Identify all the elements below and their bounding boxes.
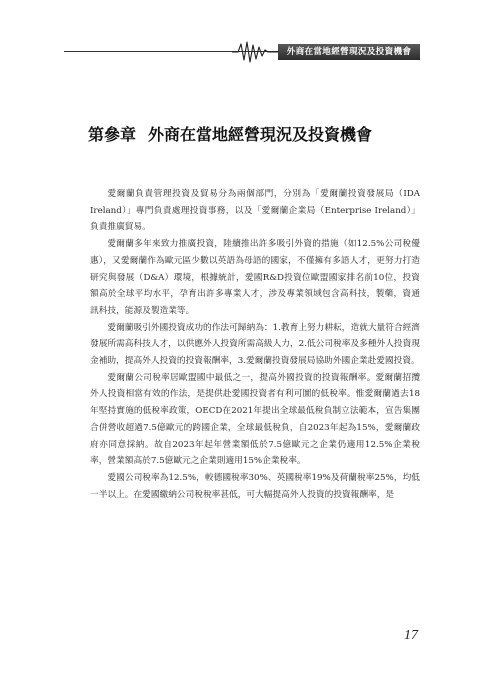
chapter-heading (88, 122, 418, 148)
heartbeat-wave-icon (232, 40, 278, 64)
chapter-number: 第參章 (88, 125, 137, 144)
paragraph: 愛爾蘭負責管理投資及貿易分為兩個部門，分別為「愛爾蘭投資發展局（IDA Ireland）」專門負責處理投資事務，以及「愛爾蘭企業局（Enterprise Ireland）」負責推廣貿易。 (90, 189, 420, 233)
running-header-title: 外商在當地經營現況及投資機會 (278, 44, 420, 60)
page-number: 17 (404, 628, 418, 643)
chapter-title: 外商在當地經營現況及投資機會 (148, 125, 373, 144)
running-header (64, 40, 420, 64)
body-text (90, 186, 420, 503)
paragraph: 愛爾蘭吸引外國投資成功的作法可歸納為：1.教育上努力耕耘，造就大量符合經濟發展所需高科技人才，以供應外人投資所需高級人力，2.低公司稅率及多種外人投資現金補助，提高外人投資的投資報酬率，3.愛爾蘭投資發展局協助外國企業赴愛國投資。 (90, 322, 420, 367)
paragraph: 愛爾蘭多年來致力推廣投資，陸續推出許多吸引外資的措施（如12.5%公司稅優惠），又愛爾蘭作為歐元區少數以英語為母語的國家，不僅擁有多語人才，更努力打造研究與發展（D&A）環境，根據統計，愛國R&D投資位歐盟國家排名前10位，投資額高於全球平均水平，孕育出許多專業人才，涉及專業領域包含高科技，製藥，資通訊科技，能源及製造業等。 (90, 239, 420, 316)
paragraph: 愛爾蘭公司稅率居歐盟國中最低之一，提高外國投資的投資報酬率。愛爾蘭招攬外人投資相當有效的作法，是提供赴愛國投資者有利可圖的低稅率。惟愛爾蘭過去18年堅持實施的低稅率政策，OECD在2021年提出全球最低稅負制立法範本，宣告集團合併營收超過7.5億歐元的跨國企業，全球最低稅負，自2023年起為15%，愛爾蘭政府亦同意採納。故自2023年起年營業額低於7.5億歐元之企業仍適用12.5%企業稅率，營業額高於7.5億歐元之企業則適用15%企業稅率。 (90, 372, 420, 467)
paragraph: 愛國公司稅率為12.5%，較德國稅率30%、英國稅率19%及荷蘭稅率25%，均低一半以上。在愛國繳納公司稅稅率甚低，可大幅提高外人投資的投資報酬率，是 (90, 472, 420, 500)
